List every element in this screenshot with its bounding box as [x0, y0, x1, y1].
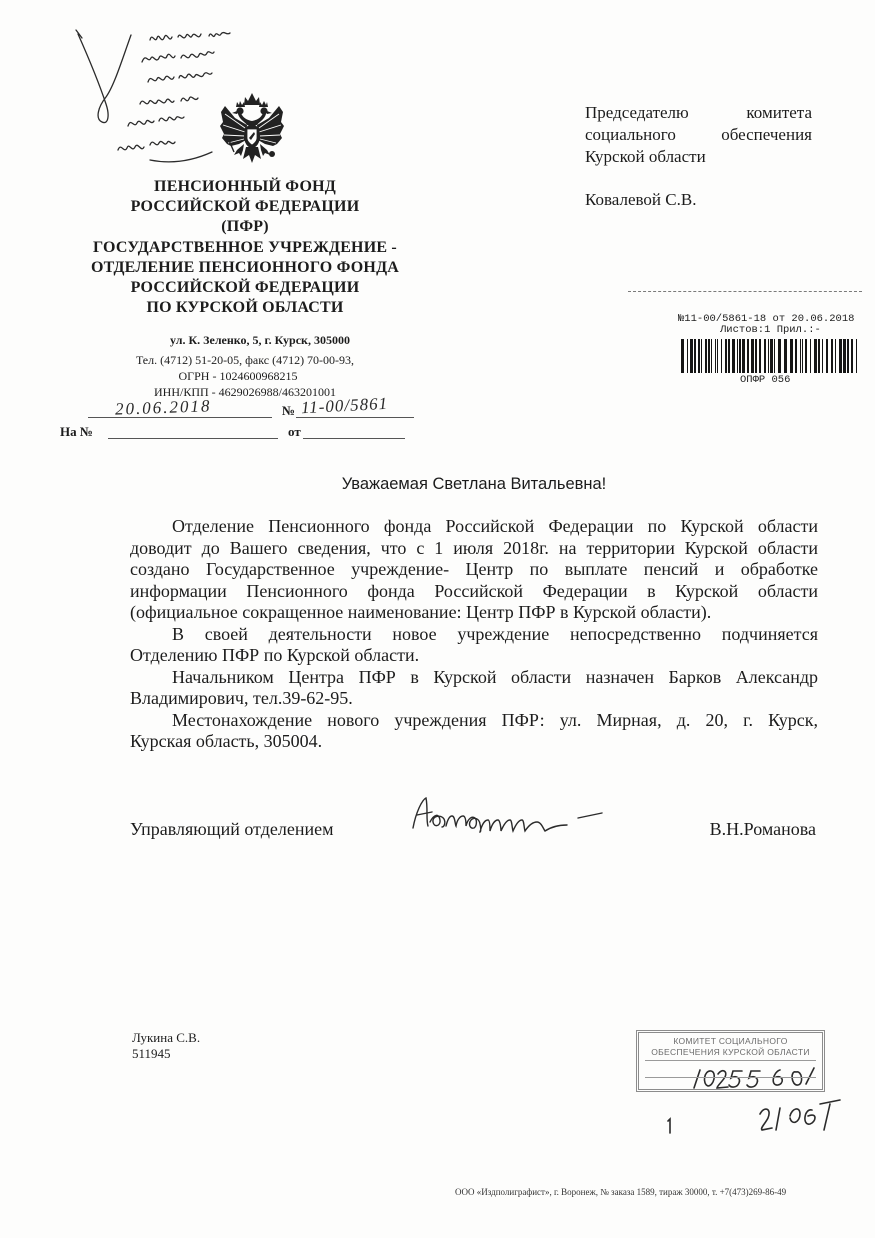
executor-name: Лукина С.В. [132, 1030, 201, 1045]
barcode-bar [822, 339, 823, 373]
org-phone-fax: Тел. (4712) 51-20-05, факс (4712) 70-00-93, [135, 353, 355, 367]
barcode-bar [818, 339, 820, 373]
barcode-bar [810, 339, 811, 373]
barcode-bar [739, 339, 741, 373]
barcode-bar [728, 339, 730, 373]
registration-divider [628, 291, 862, 292]
reply-number-underline [108, 438, 278, 439]
body-line: Отделение Пенсионного фонда Российской Федерации по Курской области [172, 516, 818, 536]
signatory-position: Управляющий отделением [130, 819, 334, 839]
barcode-bar [800, 339, 801, 373]
handwritten-signature [413, 798, 602, 832]
barcode-bar [715, 339, 716, 373]
addressee-name: Ковалевой С.В. [585, 190, 697, 209]
barcode-bar [681, 339, 684, 373]
body-line: Начальником Центра ПФР в Курской области назначен Барков Александр [172, 666, 818, 687]
barcode-bar [856, 339, 857, 373]
barcode-bar [687, 339, 688, 373]
org-inn-kpp: ИНН/КПП - 4629026988/463201001 [154, 385, 336, 399]
barcode-bar [694, 339, 696, 373]
reply-to-label: На № [60, 424, 93, 439]
barcode-bar [802, 339, 803, 373]
barcode-bar [705, 339, 707, 373]
body-line: создано Государственное учреждение- Центр по выплате пенсий и обработке [130, 559, 818, 579]
addressee-block [585, 102, 812, 168]
barcode-bar [835, 339, 836, 373]
barcode-bar [725, 339, 727, 373]
stamp-line: ОБЕСПЕЧЕНИЯ КУРСКОЙ ОБЛАСТИ [651, 1047, 810, 1057]
barcode-bar [747, 339, 749, 373]
barcode-bar [717, 339, 718, 373]
barcode-bar [698, 339, 700, 373]
barcode-bar [784, 339, 787, 373]
reply-date-underline [303, 438, 405, 439]
barcode-bar [721, 339, 722, 373]
org-name-line: ПО КУРСКОЙ ОБЛАСТИ [146, 299, 344, 317]
barcode-bar [795, 339, 797, 373]
body-line: Владимирович, тел.39-62-95. [130, 688, 353, 708]
stamp-rule [645, 1060, 816, 1061]
executor-block [132, 1030, 200, 1062]
barcode-bar [759, 339, 761, 373]
body-line: Местонахождение нового учреждения ПФР: ул. Мирная, д. 20, г. Курск, [172, 709, 818, 730]
barcode-caption: ОПФР 056 [740, 374, 791, 386]
organization-name [60, 177, 430, 318]
paragraph [130, 624, 818, 667]
addressee-line: Курской области [585, 147, 706, 166]
org-address: ул. К. Зеленко, 5, г. Курск, 305000 [170, 333, 350, 347]
org-name-line: РОССИЙСКОЙ ФЕДЕРАЦИИ [130, 279, 360, 297]
barcode-bar [711, 339, 712, 373]
letter-body [130, 516, 818, 753]
barcode-bar [826, 339, 828, 373]
outgoing-number: 11-00/5861 [300, 393, 389, 418]
barcode-bar [831, 339, 833, 373]
outgoing-date: 20.06.2018 [114, 396, 212, 419]
org-name-line: ПЕНСИОННЫЙ ФОНД [154, 178, 336, 195]
body-line: доводит до Вашего сведения, что с 1 июля 2018г. на территории Курской области [130, 537, 818, 558]
print-imprint: ООО «Издполиграфист», г. Воронеж, № заказа 1589, тираж 30000, т. +7(473)269-86-49 [455, 1187, 787, 1197]
org-name-line: ОТДЕЛЕНИЕ ПЕНСИОННОГО ФОНДА [90, 258, 400, 276]
handwritten-resolution [76, 30, 230, 162]
paragraph [130, 516, 818, 624]
org-name-line: ГОСУДАРСТВЕННОЕ УЧРЕЖДЕНИЕ - [93, 238, 397, 256]
signatory-name: В.Н.Романова [709, 819, 816, 839]
barcode-bar [708, 339, 710, 373]
stamp-line: КОМИТЕТ СОЦИАЛЬНОГО [673, 1036, 788, 1046]
barcode-bar [790, 339, 793, 373]
registration-number: №11-00/5861-18 от 20.06.2018 [678, 313, 855, 325]
barcode-bar [847, 339, 849, 373]
barcode-bar [805, 339, 807, 373]
barcode-bar [690, 339, 693, 373]
incoming-stamp [636, 1030, 825, 1092]
barcode-bar [778, 339, 781, 373]
barcode-bar [768, 339, 769, 373]
barcode-bar [737, 339, 738, 373]
executor-phone: 511945 [132, 1046, 171, 1061]
org-name-line: (ПФР) [221, 218, 269, 236]
stamp-rule [645, 1077, 816, 1078]
barcode-bar [764, 339, 766, 373]
paragraph [130, 710, 818, 753]
barcode-bar [701, 339, 702, 373]
barcode-bar [732, 339, 735, 373]
barcode-bar [770, 339, 773, 373]
body-line: В своей деятельности новое учреждение непосредственно подчиняется [172, 623, 818, 644]
barcode [680, 339, 860, 373]
body-line: Отделению ПФР по Курской области. [130, 645, 420, 665]
body-line: информации Пенсионного фонда Российской Федерации в Курской области [130, 580, 818, 601]
barcode-bar [751, 339, 754, 373]
paragraph [130, 667, 818, 710]
salutation: Уважаемая Светлана Витальевна! [341, 475, 607, 493]
number-sign: № [282, 403, 296, 418]
registration-sheets: Листов:1 Прил.:- [720, 324, 821, 336]
body-line: (официальное сокращенное наименование: Центр ПФР в Курской области). [130, 602, 712, 622]
barcode-bar [851, 339, 853, 373]
org-name-line: РОССИЙСКОЙ ФЕДЕРАЦИИ [130, 198, 360, 216]
coat-of-arms-emblem [220, 93, 284, 163]
barcode-bar [839, 339, 842, 373]
addressee-line: Председателю комитета [585, 103, 812, 122]
barcode-bar [814, 339, 817, 373]
barcode-bar [774, 339, 775, 373]
addressee-line: социального обеспечения [585, 125, 812, 144]
org-ogrn: ОГРН - 1024600968215 [178, 369, 298, 383]
barcode-bar [843, 339, 846, 373]
reply-date-label: от [288, 424, 301, 439]
barcode-bar [755, 339, 757, 373]
barcode-bar [742, 339, 745, 373]
body-line: Курская область, 305004. [130, 731, 323, 751]
